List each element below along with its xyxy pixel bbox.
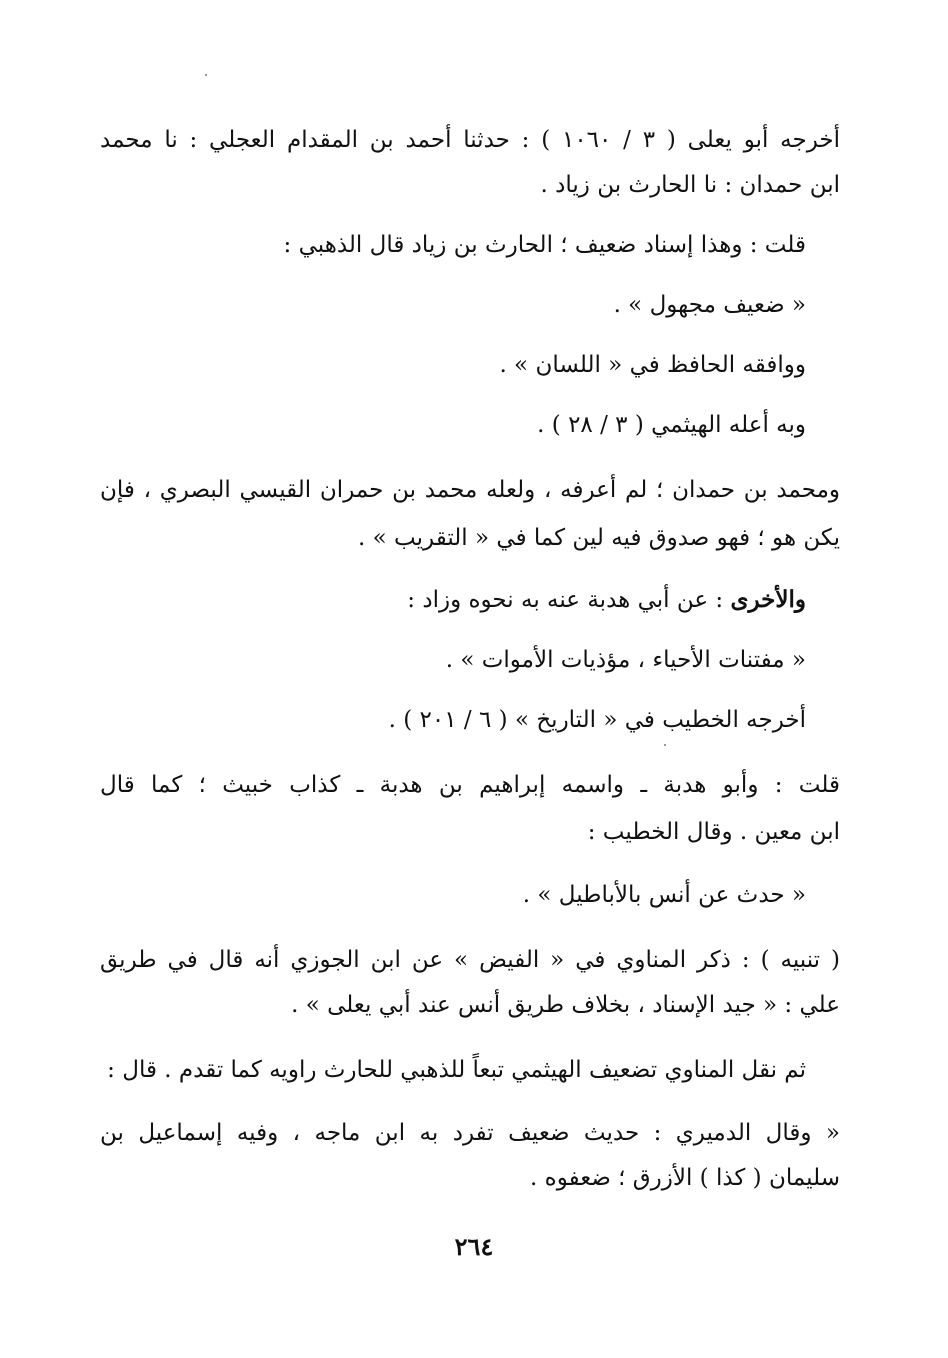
text-line-16: علي : « جيد الإسناد ، بخلاف طريق أنس عند أبي يعلى » . (291, 992, 840, 1018)
text-line-5: ووافقه الحافظ في « اللسان » . (499, 352, 806, 378)
text-line-17: ثم نقل المناوي تضعيف الهيثمي تبعاً للذهبي للحارث راويه كما تقدم . قال : (107, 1057, 806, 1083)
text-line-11: أخرجه الخطيب في « التاريخ » ( ٦ / ٢٠١ ) . (388, 707, 806, 733)
text-line-10: « مفتنات الأحياء ، مؤذيات الأموات » . (445, 647, 806, 673)
text-line-18: « وقال الدميري : حديث ضعيف تفرد به ابن ماجه ، وفيه إسماعيل بن (100, 1120, 840, 1146)
text-line-1: أخرجه أبو يعلى ( ٣ / ١٠٦٠ ) : حدثنا أحمد بن المقدام العجلي : نا محمد (100, 127, 840, 153)
text-line-19: سليمان ( كذا ) الأزرق ؛ ضعفوه . (530, 1165, 840, 1191)
text-line-14: « حدث عن أنس بالأباطيل » . (522, 882, 806, 908)
text-line-2: ابن حمدان : نا الحارث بن زياد . (540, 172, 840, 198)
bold-term: والأخرى (730, 586, 806, 613)
text-line-12: قلت : وأبو هدبة ـ واسمه إبراهيم بن هدبة ـ كذاب خبيث ؛ كما قال (100, 772, 840, 798)
text-line-7: ومحمد بن حمدان ؛ لم أعرفه ، ولعله محمد بن حمران القيسي البصري ، فإن (100, 477, 840, 503)
text-line-9-rest: : عن أبي هدبة عنه به نحوه وزاد : (407, 587, 724, 613)
text-line-13: ابن معين . وقال الخطيب : (587, 819, 840, 845)
text-line-3: قلت : وهذا إسناد ضعيف ؛ الحارث بن زياد قال الذهبي : (283, 232, 806, 258)
text-line-15: ( تنبيه ) : ذكر المناوي في « الفيض » عن ابن الجوزي أنه قال في طريق (100, 947, 840, 973)
text-line-6: وبه أعله الهيثمي ( ٣ / ٢٨ ) . (537, 412, 806, 438)
page-number: ٢٦٤ (454, 1232, 494, 1261)
text-line-8: يكن هو ؛ فهو صدوق فيه لين كما في « التقريب » . (358, 525, 840, 551)
text-line-4: « ضعيف مجهول » . (613, 292, 806, 318)
text-line-9 (100, 580, 806, 620)
scan-speck (205, 74, 207, 76)
scan-speck (664, 744, 666, 746)
